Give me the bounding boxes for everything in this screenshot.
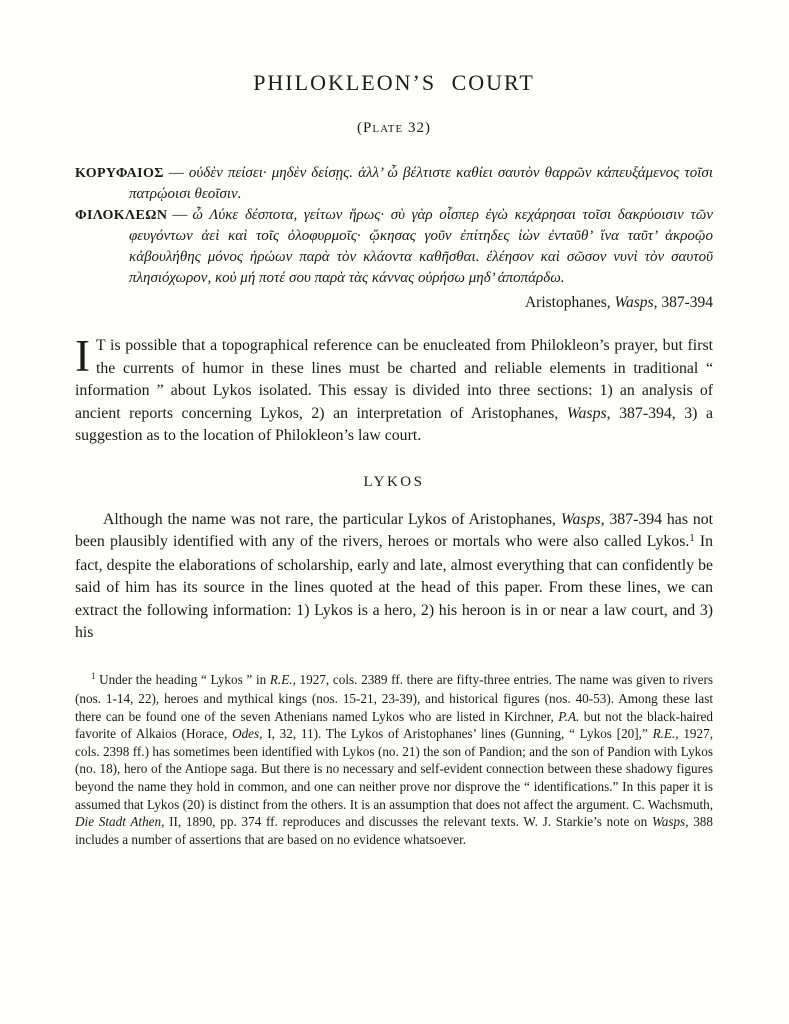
greek-text: ὦ Λύκε δέσποτα, γείτων ἥρως· σὺ γὰρ οἷσπερ ἐγὼ κεχάρησαι τοῖσι δακρύοισιν τῶν φευγόντων ἀεὶ καὶ τοῖς ὀλοφυρμοῖς· ᾤκησας γοῦν ἐπίτηδες ἰὼν ἐνταῦθ’ ἵνα ταῦτ’ ἀκροῷο κἀβουλήθης μόνος ἡρώων παρὰ τὸν κλάοντα καθῆσθαι. ἐλέησον καὶ σῶσον νυνὶ τὸν σαυτοῦ πλησιόχωρον, κοὐ μή ποτέ σου παρὰ τὰς κάννας οὐρήσω μηδ’ ἀποπάρδω. [129, 207, 713, 286]
drop-cap: I [75, 331, 90, 381]
section-heading-lykos: LYKOS [363, 473, 425, 490]
intro-text: T is possible that a topographical reference can be enucleated from Philokleon’s prayer, but first the currents of humor in these lines must be charted and reliable elements in traditional “ information ” about Lykos isolated. This essay is divided into three sections: 1) an analysis of ancient reports concerning Lykos, 2) an interpretation of Aristophanes, Wasps, 387-394, 3) a suggestion as to the location of Philokleon’s law court. [75, 337, 713, 444]
em-dash: — [172, 207, 188, 223]
em-dash: — [168, 165, 184, 181]
attribution: Aristophanes, Wasps, 387-394 [524, 294, 713, 311]
speaker-name: ΚΟΡΥΦΑΙΟΣ [75, 166, 164, 181]
page-title: PHILOKLEON’S COURT [253, 70, 535, 95]
speech-philokleon [75, 205, 713, 289]
lykos-paragraph: Although the name was not rare, the particular Lykos of Aristophanes, Wasps, 387-394 has not been plausibly identified with any of the rivers, heroes or mortals who were also called Lykos.$^1$ In fact, despite the elaborations of scholarship, early and late, almost everything that can confidently be said of him has its source in the lines quoted at the head of this paper. From these lines, we can extract the following information: 1) Lykos is a hero, 2) his heroon is in or near a law court, and 3) his [75, 510, 714, 641]
speech-koryphaios [75, 163, 713, 205]
epigraph [75, 163, 713, 313]
greek-text: οὐδὲν πείσει· μηδὲν δείσῃς. ἀλλ’ ὦ βέλτιστε καθίει σαυτὸν θαρρῶν κἀπευξάμενος τοῖσι πατρῴοισι θεοῖσιν. [129, 165, 713, 202]
speaker-name: ΦΙΛΟΚΛΕΩΝ [75, 208, 168, 223]
intro-paragraph [75, 331, 713, 448]
plate-caption: (Plate 32) [357, 120, 431, 136]
footnote-1: $^1$ Under the heading “ Lykos ” in R.E., 1927, cols. 2389 ff. there are fifty-three entries. The name was given to rivers (nos. 1-14, 22), heroes and mythical kings (nos. 15-21, 23-39), and historical figures (nos. 40-53). Among these last there can be found one of the seven Athenians named Lykos who are listed in Kirchner, P.A. but not the black-haired favorite of Alkaios (Horace, Odes, I, 32, 11). The Lykos of Aristophanes’ lines (Gunning, “ Lykos [20],” R.E., 1927, cols. 2398 ff.) has sometimes been identified with Lykos (no. 21) the son of Pandion; and the son of Pandion with Lykos (no. 18), hero of the Antiope saga. But there is no necessary and self-evident connection between these shadowy figures beyond the name they hold in common, and one can neither prove nor disprove the “ identifications.” In this paper it is assumed that Lykos (20) is distinct from the others. It is an assumption that does not affect the argument. C. Wachsmuth, Die Stadt Athen, II, 1890, pp. 374 ff. reproduces and discusses the relevant texts. W. J. Starkie’s note on Wasps, 388 includes a number of assertions that are based on no evidence whatsoever. [75, 671, 714, 847]
